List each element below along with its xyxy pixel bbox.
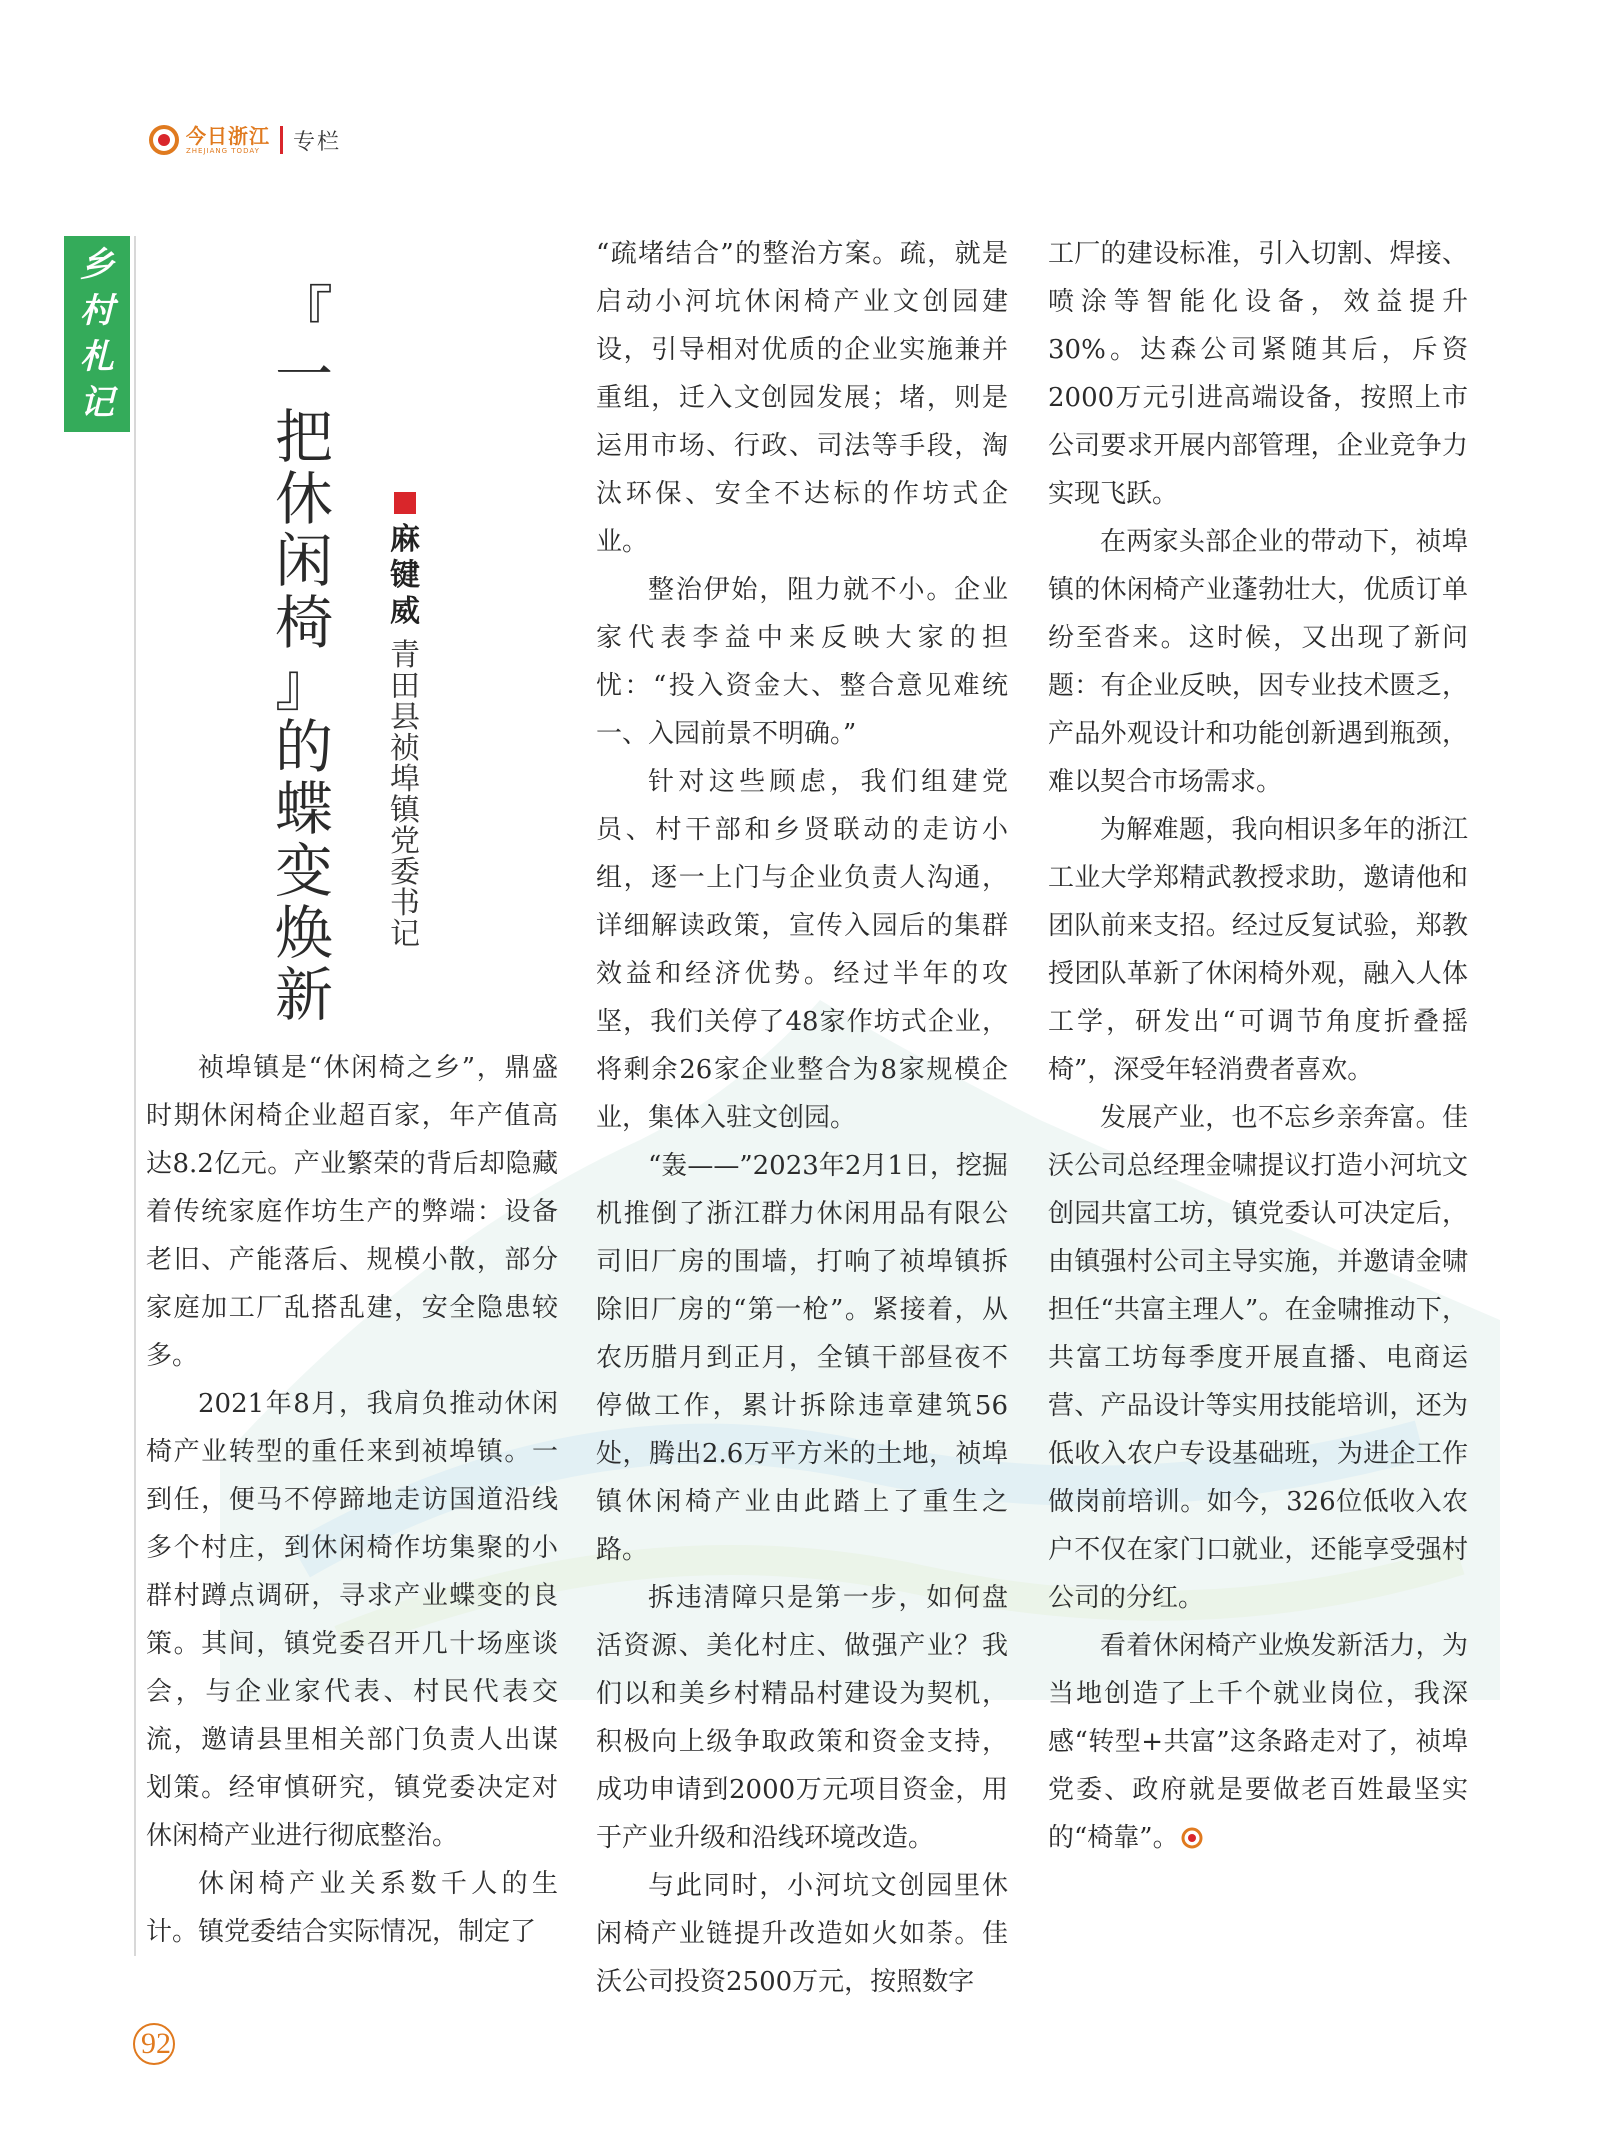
- author-char: 威: [390, 594, 420, 629]
- paragraph: “疏堵结合”的整治方案。疏，就是启动小河坑休闲椅产业文创园建设，引导相对优质的企业实施兼并重组，迁入文创园发展；堵，则是运用市场、行政、司法等手段，淘汰环保、安全不达标的作坊式企业。: [596, 239, 1008, 557]
- section-tag-char: 札: [80, 337, 114, 377]
- text-column-3: [1048, 230, 1468, 1862]
- paragraph: 在两家头部企业的带动下，祯埠镇的休闲椅产业蓬勃壮大，优质订单纷至沓来。这时候，又出现了新问题：有企业反映，因专业技术匮乏，产品外观设计和功能创新遇到瓶颈，难以契合市场需求。: [1048, 527, 1468, 797]
- paragraph: 工厂的建设标准，引入切割、焊接、喷涂等智能化设备，效益提升30%。达森公司紧随其后，斥资2000万元引进高端设备，按照上市公司要求开展内部管理，企业竞争力实现飞跃。: [1048, 239, 1468, 509]
- paragraph: 针对这些顾虑，我们组建党员、村干部和乡贤联动的走访小组，逐一上门与企业负责人沟通，详细解读政策，宣传入园后的集群效益和经济优势。经过半年的攻坚，我们关停了48家作坊式企业，将剩余26家企业整合为8家规模企业，集体入驻文创园。: [596, 767, 1008, 1133]
- paragraph: 为解难题，我向相识多年的浙江工业大学郑精武教授求助，邀请他和团队前来支招。经过反复试验，郑教授团队革新了休闲椅外观，融入人体工学，研发出“可调节角度折叠摇椅”，深受年轻消费者喜欢。: [1048, 815, 1468, 1085]
- author-marker: [394, 492, 416, 514]
- paragraph: 2021年8月，我肩负推动休闲椅产业转型的重任来到祯埠镇。一到任，便马不停蹄地走访国道沿线多个村庄，到休闲椅作坊集聚的小群村蹲点调研，寻求产业蝶变的良策。其间，镇党委召开几十场座谈会，与企业家代表、村民代表交流，邀请县里相关部门负责人出谋划策。经审慎研究，镇党委决定对休闲椅产业进行彻底整治。: [146, 1389, 558, 1851]
- author-title-char: 党: [390, 824, 420, 859]
- title-char: 『: [274, 279, 333, 347]
- paragraph: “轰——”2023年2月1日，挖掘机推倒了浙江群力休闲用品有限公司旧厂房的围墙，打响了祯埠镇拆除旧厂房的“第一枪”。紧接着，从农历腊月到正月，全镇干部昼夜不停做工作，累计拆除违章建筑56处，腾出2.6万平方米的土地，祯埠镇休闲椅产业由此踏上了重生之路。: [596, 1151, 1008, 1565]
- author-title-char: 记: [390, 917, 420, 952]
- title-char: 的: [274, 713, 333, 781]
- title-char: 蝶: [274, 775, 333, 843]
- author-title: [384, 640, 426, 950]
- paragraph: 与此同时，小河坑文创园里休闲椅产业链提升改造如火如荼。佳沃公司投资2500万元，按照数字: [596, 1871, 1008, 1997]
- author-title-char: 祯: [390, 731, 420, 766]
- title-char: 』: [274, 651, 333, 719]
- magazine-logo: [186, 123, 270, 155]
- author-title-char: 县: [390, 700, 420, 735]
- author-title-char: 书: [390, 886, 420, 921]
- column-name: 专栏: [293, 129, 342, 155]
- author-title-char: 青: [390, 638, 420, 673]
- author-title-char: 委: [390, 855, 420, 890]
- paragraph: 拆违清障只是第一步，如何盘活资源、美化村庄、做强产业？我们以和美乡村精品村建设为契机，积极向上级争取政策和资金支持，成功申请到2000万元项目资金，用于产业升级和沿线环境改造。: [596, 1583, 1008, 1853]
- title-char: 休: [274, 465, 333, 533]
- title-char: 变: [274, 837, 333, 905]
- paragraph: 休闲椅产业关系数千人的生计。镇党委结合实际情况，制定了: [146, 1869, 558, 1947]
- title-char: 把: [274, 403, 333, 471]
- section-tag: [64, 236, 130, 432]
- section-tag-char: 村: [80, 291, 114, 331]
- header-divider: [280, 126, 283, 154]
- title-char: 椅: [274, 589, 333, 657]
- paragraph: [1048, 1622, 1468, 1862]
- title-char: 新: [274, 961, 333, 1029]
- paragraph: 发展产业，也不忘乡亲奔富。佳沃公司总经理金啸提议打造小河坑文创园共富工坊，镇党委认可决定后，由镇强村公司主导实施，并邀请金啸担任“共富主理人”。在金啸推动下，共富工坊每季度开展直播、电商运营、产品设计等实用技能培训，还为低收入农户专设基础班，为进企工作做岗前培训。如今，326位低收入农户不仅在家门口就业，还能享受强村公司的分红。: [1048, 1103, 1468, 1613]
- text-column-1: [146, 1044, 558, 1956]
- article-title: [272, 279, 336, 1029]
- magazine-header: [148, 118, 341, 162]
- paragraph: 整治伊始，阻力就不小。企业家代表李益中来反映大家的担忧：“投入资金大、整合意见难统一、入园前景不明确。”: [596, 575, 1008, 749]
- paragraph: 祯埠镇是“休闲椅之乡”，鼎盛时期休闲椅企业超百家，年产值高达8.2亿元。产业繁荣的背后却隐藏着传统家庭作坊生产的弊端：设备老旧、产能落后、规模小散，部分家庭加工厂乱搭乱建，安全隐患较多。: [146, 1053, 558, 1371]
- end-mark-icon: [1181, 1827, 1203, 1849]
- title-char: 焕: [274, 899, 333, 967]
- logo-chinese: 今日浙江: [186, 123, 270, 148]
- author-title-char: 镇: [390, 793, 420, 828]
- author-title-char: 田: [390, 669, 420, 704]
- sun-logo-icon: [148, 124, 180, 156]
- author-char: 键: [390, 558, 420, 593]
- section-tag-char: 记: [80, 383, 114, 423]
- author-name: [386, 522, 424, 630]
- author-char: 麻: [390, 522, 420, 557]
- section-tag-char: 乡: [80, 245, 114, 285]
- text-column-2: [596, 230, 1008, 2006]
- author-title-char: 埠: [390, 762, 420, 797]
- page-number: 92: [141, 2027, 171, 2060]
- logo-english: ZHEJIANG TODAY: [186, 146, 260, 155]
- title-char: 闲: [274, 527, 333, 595]
- side-rule: [134, 236, 136, 1956]
- final-paragraph-text: 看着休闲椅产业焕发新活力，为当地创造了上千个就业岗位，我深感“转型+共富”这条路走对了，祯埠党委、政府就是要做老百姓最坚实的“椅靠”。: [1048, 1631, 1468, 1853]
- title-char: 一: [274, 341, 333, 409]
